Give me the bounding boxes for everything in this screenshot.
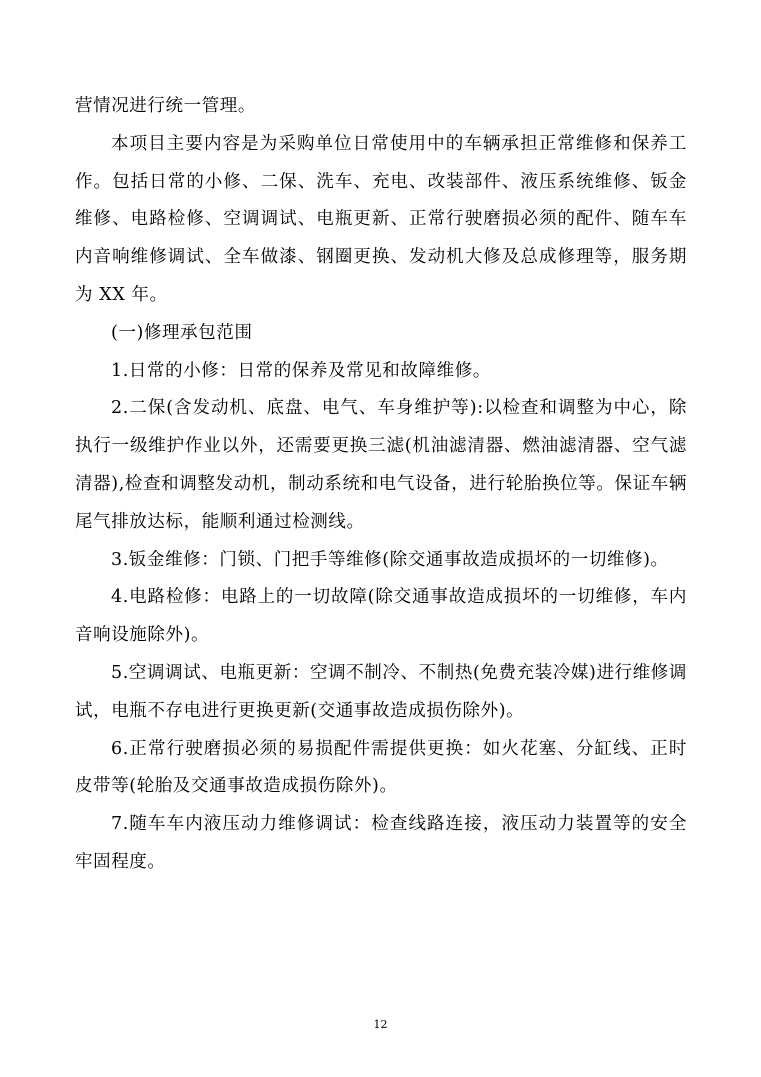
paragraph-project-scope: 本项目主要内容是为采购单位日常使用中的车辆承担正常维修和保养工作。包括日常的小修、二保、洗车、充电、改装部件、液压系统维修、钣金维修、电路检修、空调调试、电瓶更新、正常行驶磨损必须的配件、随车车内音响维修调试、全车做漆、钢圈更换、发动机大修及总成修理等，服务期为 XX 年。 — [75, 133, 687, 305]
page-number: 12 — [373, 1018, 388, 1031]
list-item-1: 1.日常的小修：日常的保养及常见和故障维修。 — [111, 360, 491, 381]
list-item-3: 3.钣金维修：门锁、门把手等维修(除交通事故造成损坏的一切维修)。 — [111, 549, 669, 570]
paragraph-continuation: 营情况进行统一管理。 — [75, 96, 256, 116]
list-item-5: 5.空调调试、电瓶更新：空调不制冷、不制热(免费充装冷媒)进行维修调试，电瓶不存电进行更换更新(交通事故造成损伤除外)。 — [75, 662, 687, 721]
list-item-7: 7.随车车内液压动力维修调试：检查线路连接，液压动力装置等的安全牢固程度。 — [75, 814, 687, 872]
list-item-4: 4.电路检修：电路上的一切故障(除交通事故造成损坏的一切维修，车内音响设施除外)。 — [75, 587, 687, 646]
section-heading-repair-scope: (一)修理承包范围 — [111, 322, 253, 343]
body-text — [75, 88, 687, 882]
list-item-6: 6.正常行驶磨损必须的易损配件需提供更换：如火花塞、分缸线、正时皮带等(轮胎及交通事故造成损伤除外)。 — [75, 738, 687, 797]
list-item-2: 2.二保(含发动机、底盘、电气、车身维护等):以检查和调整为中心，除执行一级维护作业以外，还需要更换三滤(机油滤清器、燃油滤清器、空气滤清器),检查和调整发动机，制动系统和电气设备，进行轮胎换位等。保证车辆尾气排放达标，能顺利通过检测线。 — [75, 398, 687, 532]
